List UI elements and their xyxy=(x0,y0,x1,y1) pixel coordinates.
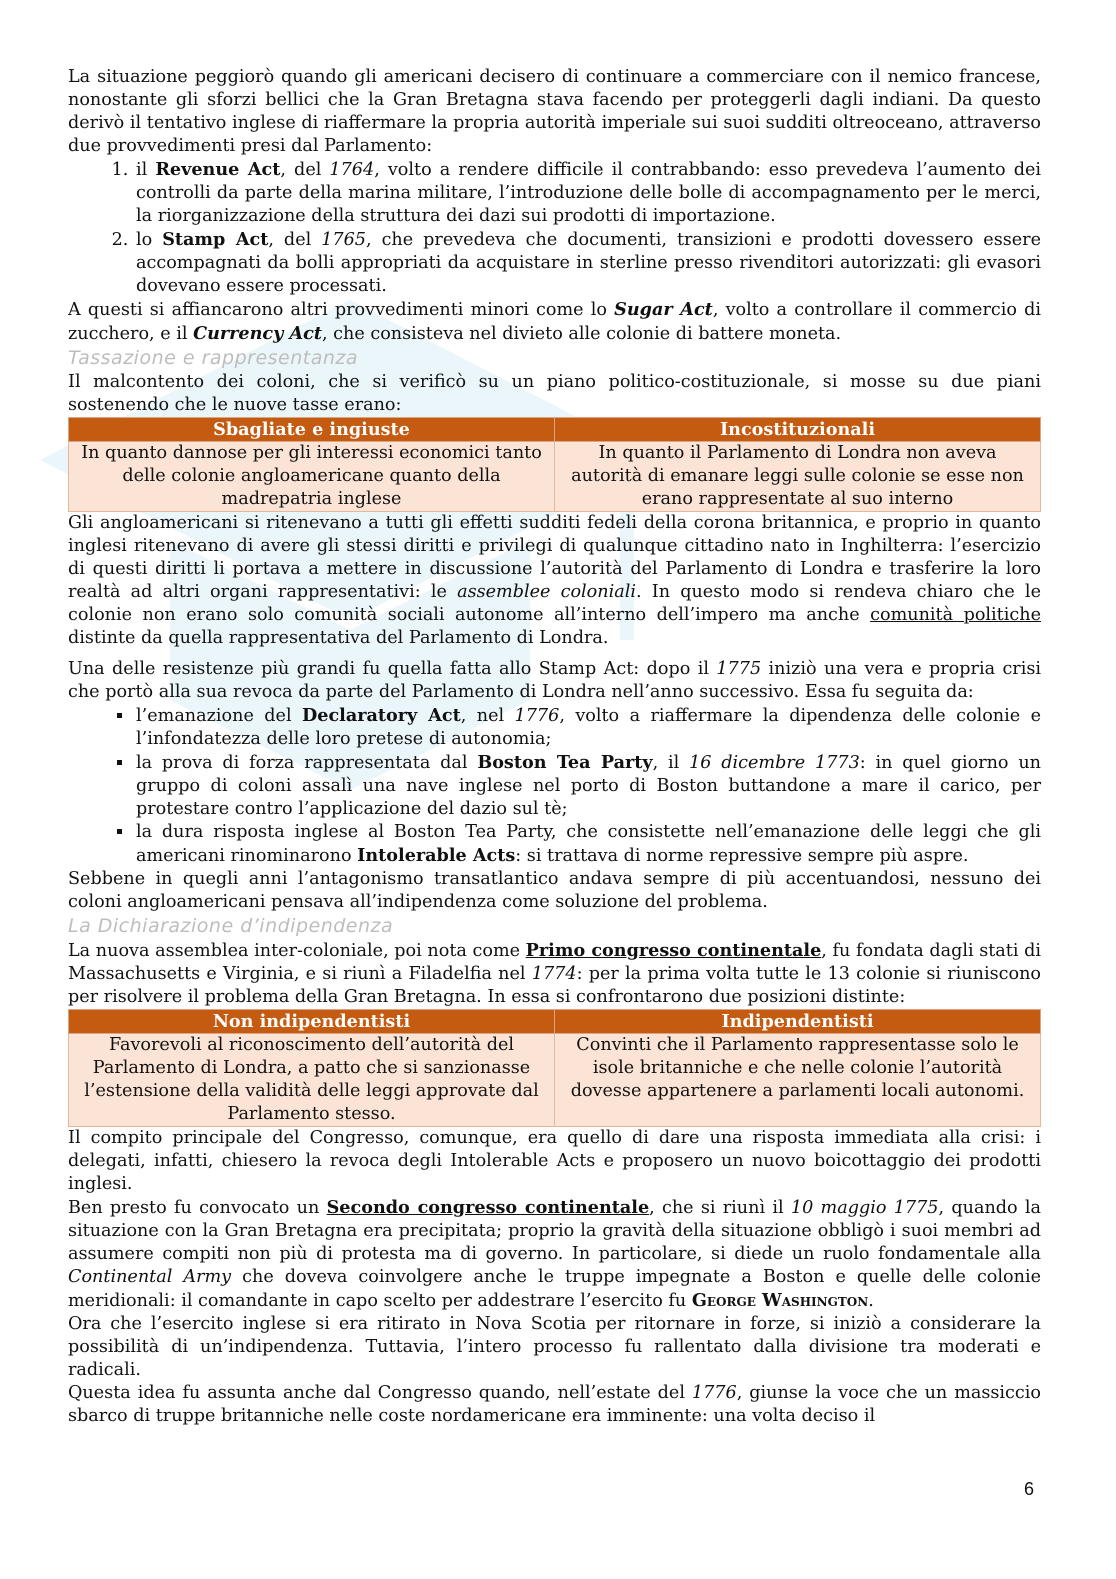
paragraph-angloamericani: Gli angloamericani si ritenevano a tutti gli effetti sudditi fedeli della corona britannica, e proprio in quanto inglesi ritenevano di avere gli stessi diritti e privilegi di qualunque cittadino nato in Inghilterra: l’esercizio di questi diritti li portava a mettere in discussione l’autorità del Parlamento di Londra e trasferire la loro realtà ad altri organi rappresentativi: le assemblee coloniali. In questo modo si rendeva chiaro che le colonie non erano solo comunità sociali autonome all’interno dell’impero ma anche comunità politiche distinte da quella rappresentativa del Parlamento di Londra. xyxy=(68,513,1041,648)
paragraph-primo-congresso: La nuova assemblea inter-coloniale, poi nota come Primo congresso continentale, fu fondata dagli stati di Massachusetts e Virginia, e si riunì a Filadelfia nel 1774: per la prima volta tutte le 13 colonie si riuniscono per risolvere il problema della Gran Bretagna. In essa si confrontarono due posizioni distinte: xyxy=(68,940,1041,1007)
paragraph-resistenze: Una delle resistenze più grandi fu quella fatta allo Stamp Act: dopo il 1775 iniziò una vera e propria crisi che portò alla sua revoca da parte del Parlamento di Londra nell’anno successivo. Essa fu seguita da: xyxy=(68,659,1041,702)
paragraph-antagonismo: Sebbene in quegli anni l’antagonismo transatlantico andava sempre di più accentuandosi, nessuno dei coloni angloamericani pensava all’indipendenza come soluzione del problema. xyxy=(68,869,1041,912)
list-item: ▪ l’emanazione del Declaratory Act, nel 1776, volto a riaffermare la dipendenza delle colonie e l’infondatezza delle loro pretese di autonomia; xyxy=(134,704,1041,751)
consequences-list xyxy=(68,704,1041,868)
acts-list xyxy=(68,158,1041,298)
paragraph-nova-scotia: Ora che l’esercito inglese si era ritirato in Nova Scotia per ritornare in forze, si iniziò a considerare la possibilità di un’indipendenza. Tuttavia, l’intero processo fu rallentato dalla divisione tra moderati e radicali. xyxy=(68,1314,1041,1380)
table-header-cell: Indipendentisti xyxy=(555,1010,1041,1034)
table-taxes xyxy=(68,417,1041,512)
section-heading-dichiarazione: La Dichiarazione d’indipendenza xyxy=(68,915,394,937)
table-cell: In quanto dannose per gli interessi economici tanto delle colonie angloamericane quanto della madrepatria inglese xyxy=(69,442,555,512)
paragraph-estate-1776: Questa idea fu assunta anche dal Congresso quando, nell’estate del 1776, giunse la voce che un massiccio sbarco di truppe britanniche nelle coste nordamericane era imminente: una volta deciso il xyxy=(68,1383,1041,1426)
table-cell: Convinti che il Parlamento rappresentasse solo le isole britanniche e che nelle colonie l’autorità dovesse appartenere a parlamenti locali autonomi. xyxy=(555,1034,1041,1127)
table-cell: Favorevoli al riconoscimento dell’autorità del Parlamento di Londra, a patto che si sanzionasse l’estensione della validità delle leggi approvate dal Parlamento stesso. xyxy=(69,1034,555,1127)
paragraph-compito-congresso: Il compito principale del Congresso, comunque, era quello di dare una risposta immediata alla crisi: i delegati, infatti, chiesero la revoca degli Intolerable Acts e proposero un nuovo boicottaggio dei prodotti inglesi. xyxy=(68,1128,1041,1194)
paragraph-secondo-congresso: Ben presto fu convocato un Secondo congresso continentale, che si riunì il 10 maggio 1775, quando la situazione con la Gran Bretagna era precipitata; proprio la gravità della situazione obbligò i suoi membri ad assumere compiti non più di protesta ma di governo. In particolare, si diede un ruolo fondamentale alla Continental Army che doveva coinvolgere anche le truppe impegnate a Boston e quelle delle colonie meridionali: il comandante in capo scelto per addestrare l’esercito fu George Washington. xyxy=(68,1197,1042,1311)
page-number: 6 xyxy=(1024,1479,1035,1499)
list-item: 1. il Revenue Act, del 1764, volto a rendere difficile il contrabbando: esso prevedeva l’aumento dei controlli da parte della marina militare, l’introduzione delle bolle di accompagnamento per le merci, la riorganizzazione della struttura dei dazi sui prodotti di importazione. xyxy=(134,158,1041,228)
table-header-cell: Incostituzionali xyxy=(555,418,1041,442)
list-item: 2. lo Stamp Act, del 1765, che prevedeva che documenti, transizioni e prodotti dovessero essere accompagnati da bolli appropriati da acquistare in sterline presso rivenditori autorizzati: gli evasori dovevano essere processati. xyxy=(134,228,1041,298)
list-item: ▪ la dura risposta inglese al Boston Tea Party, che consistette nell’emanazione delle leggi che gli americani rinominarono Intolerable Acts: si trattava di norme repressive sempre più aspre. xyxy=(134,821,1041,868)
paragraph-malcontento: Il malcontento dei coloni, che si verificò su un piano politico-costituzionale, si mosse su due piani sostenendo che le nuove tasse erano: xyxy=(68,372,1041,415)
section-heading-tassazione: Tassazione e rappresentanza xyxy=(68,347,359,369)
paragraph-minor-acts: A questi si affiancarono altri provvedimenti minori come lo Sugar Act, volto a controllare il commercio di zucchero, e il Currency Act, che consisteva nel divieto alle colonie di battere moneta. xyxy=(68,299,1041,344)
table-positions xyxy=(68,1009,1041,1127)
paragraph-intro: La situazione peggiorò quando gli americani decisero di continuare a commerciare con il nemico francese, nonostante gli sforzi bellici che la Gran Bretagna stava facendo per proteggerli dagli indiani. Da questo derivò il tentativo inglese di riaffermare la propria autorità imperiale sui suoi sudditi oltreoceano, attraverso due provvedimenti presi dal Parlamento: xyxy=(68,67,1041,156)
table-header-cell: Sbagliate e ingiuste xyxy=(69,418,555,442)
table-header-cell: Non indipendentisti xyxy=(69,1010,555,1034)
table-cell: In quanto il Parlamento di Londra non aveva autorità di emanare leggi sulle colonie se esse non erano rappresentate al suo interno xyxy=(555,442,1041,512)
document-page xyxy=(68,66,1041,1428)
list-item: ▪ la prova di forza rappresentata dal Boston Tea Party, il 16 dicembre 1773: in quel giorno un gruppo di coloni assalì una nave inglese nel porto di Boston buttandone a mare il carico, per protestare contro l’applicazione del dazio sul tè; xyxy=(134,751,1041,821)
